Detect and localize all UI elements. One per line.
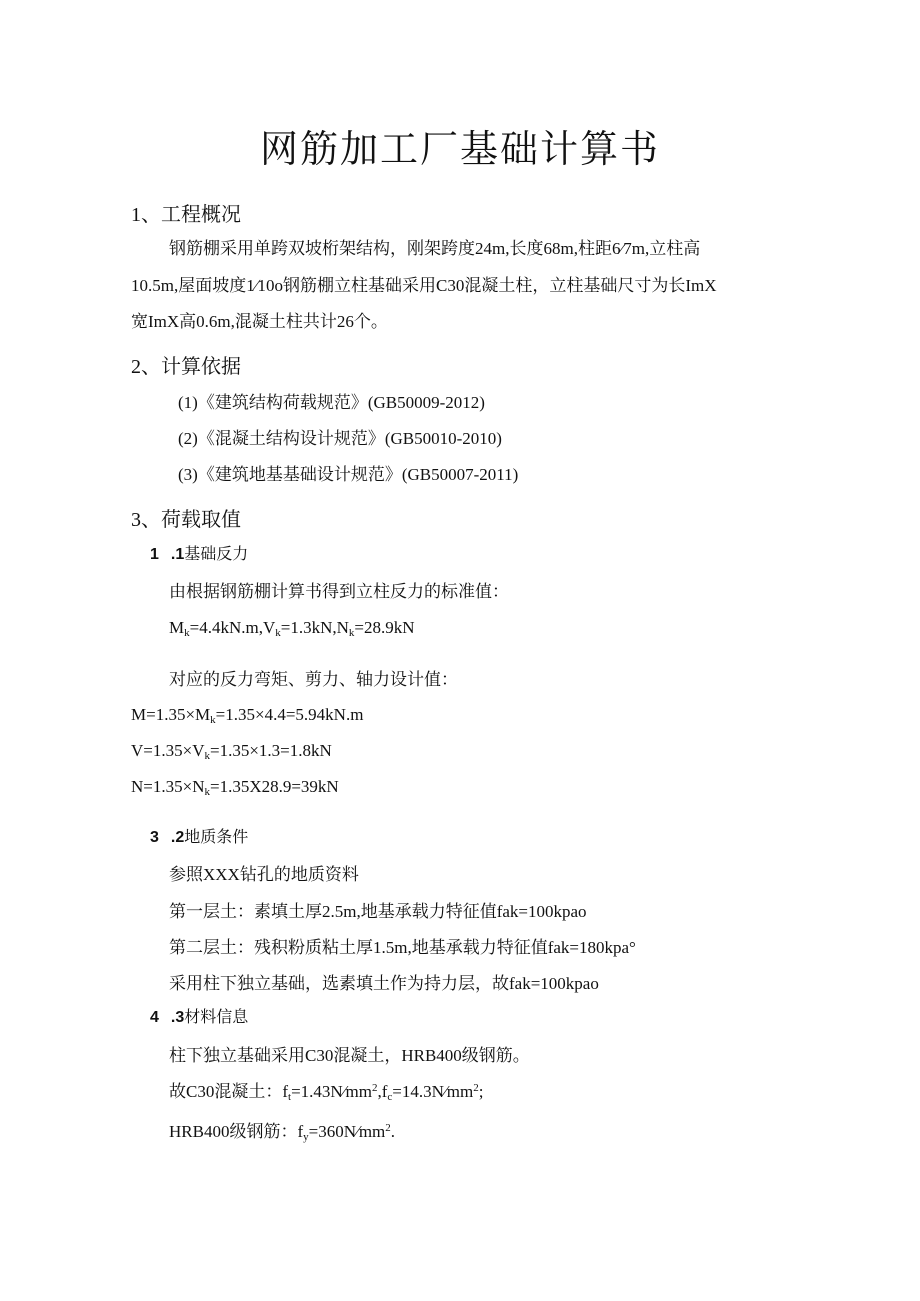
reference-3: (3)《建筑地基基础设计规范》(GB50007-2011) [178, 465, 519, 484]
reference-2: (2)《混凝土结构设计规范》(GB50010-2010) [178, 429, 502, 448]
overview-line-3: 宽ImX高0.6m,混凝土柱共计26个。 [131, 312, 388, 331]
standard-values [169, 618, 415, 638]
hrb-sub-y: y [303, 1131, 309, 1143]
hrb-sup: 2 [385, 1122, 391, 1134]
subsection-number-a: 1 [150, 546, 159, 563]
overview-line-1: 钢筋棚采用单跨双坡桁架结构，刚架跨度24m,长度68m,柱距6⁄7m,立柱高 [169, 239, 701, 258]
c30-fc-value: =14.3N⁄mm [392, 1082, 474, 1101]
nk-subscript: k [348, 627, 355, 639]
equation-n-sub: k [204, 786, 210, 798]
subsection-number-b: .3 [170, 1009, 185, 1026]
subsection-label: 基础反力 [184, 546, 249, 563]
geology-line-1: 参照XXX钻孔的地质资料 [169, 865, 359, 884]
c30-sup-2: 2 [473, 1082, 479, 1094]
c30-sup-1: 2 [371, 1082, 378, 1094]
equation-v-post: =1.35×1.3=1.8kN [209, 741, 332, 760]
subsection-3-3-heading [150, 1004, 248, 1027]
geology-line-3: 第二层土：残积粉质粘土厚1.5m,地基承载力特征值fak=180kpa° [169, 938, 636, 957]
subsection-number-b: .1 [170, 546, 185, 563]
equation-v [131, 741, 332, 761]
section-2-heading: 2、计算依据 [131, 356, 241, 378]
reaction-intro: 由根据钢筋棚计算书得到立柱反力的标准值： [169, 582, 509, 601]
vk-value: =1.3kN, [280, 618, 337, 637]
c30-post: ; [478, 1082, 484, 1101]
section-3-heading: 3、荷载取值 [131, 509, 241, 531]
equation-n-post: =1.35X28.9=39kN [209, 777, 339, 796]
material-hrb400 [169, 1117, 395, 1142]
equation-v-pre: V=1.35×V [131, 741, 205, 760]
equation-m [131, 705, 363, 725]
subsection-3-2-heading [150, 824, 248, 847]
material-c30 [169, 1077, 483, 1102]
subsection-label: 地质条件 [184, 829, 249, 846]
subsection-number-a: 3 [150, 829, 159, 846]
subsection-number-a: 4 [150, 1009, 159, 1026]
hrb-post: . [390, 1122, 396, 1141]
geology-line-4: 采用柱下独立基础，选素填土作为持力层，故fak=100kpao [169, 974, 599, 993]
c30-ft-value: =1.43N⁄mm [291, 1082, 372, 1101]
c30-sub-t: t [288, 1091, 292, 1103]
geology-line-2: 第一层土：素填土厚2.5m,地基承载力特征值fak=100kpao [169, 902, 587, 921]
subsection-number-b: .2 [170, 829, 185, 846]
document-title: 网筋加工厂基础计算书 [259, 127, 660, 171]
vk-symbol: V [262, 618, 276, 637]
hrb-value: =360N⁄mm [308, 1122, 386, 1141]
nk-value: =28.9kN [354, 618, 415, 637]
overview-line-2: 10.5m,屋面坡度1∕10o钢筋棚立柱基础采用C30混凝土柱，立柱基础尺寸为长ImX [131, 276, 717, 295]
material-line-1: 柱下独立基础采用C30混凝土，HRB400级钢筋。 [169, 1046, 530, 1065]
vk-subscript: k [275, 627, 281, 639]
equation-m-pre: M=1.35×M [131, 705, 211, 724]
equation-m-sub: k [210, 714, 216, 726]
mk-subscript: k [184, 627, 190, 639]
reference-1: (1)《建筑结构荷载规范》(GB50009-2012) [178, 393, 485, 412]
c30-pre: 故C30混凝土：f [169, 1082, 288, 1101]
equation-m-post: =1.35×4.4=5.94kN.m [215, 705, 364, 724]
design-values-intro: 对应的反力弯矩、剪力、轴力设计值： [169, 670, 458, 689]
equation-n-pre: N=1.35×N [131, 777, 205, 796]
mk-value: =4.4kN.m, [189, 618, 263, 637]
nk-symbol: N [336, 618, 349, 637]
subsection-label: 材料信息 [184, 1009, 249, 1026]
c30-fc-symbol: ,f [377, 1082, 388, 1101]
equation-n [131, 777, 339, 797]
hrb-pre: HRB400级钢筋：f [169, 1122, 304, 1141]
section-1-heading: 1、工程概况 [131, 204, 241, 226]
equation-v-sub: k [204, 750, 210, 762]
c30-sub-c: c [387, 1091, 393, 1103]
mk-symbol: M [169, 618, 185, 637]
subsection-3-1-heading [150, 541, 248, 564]
